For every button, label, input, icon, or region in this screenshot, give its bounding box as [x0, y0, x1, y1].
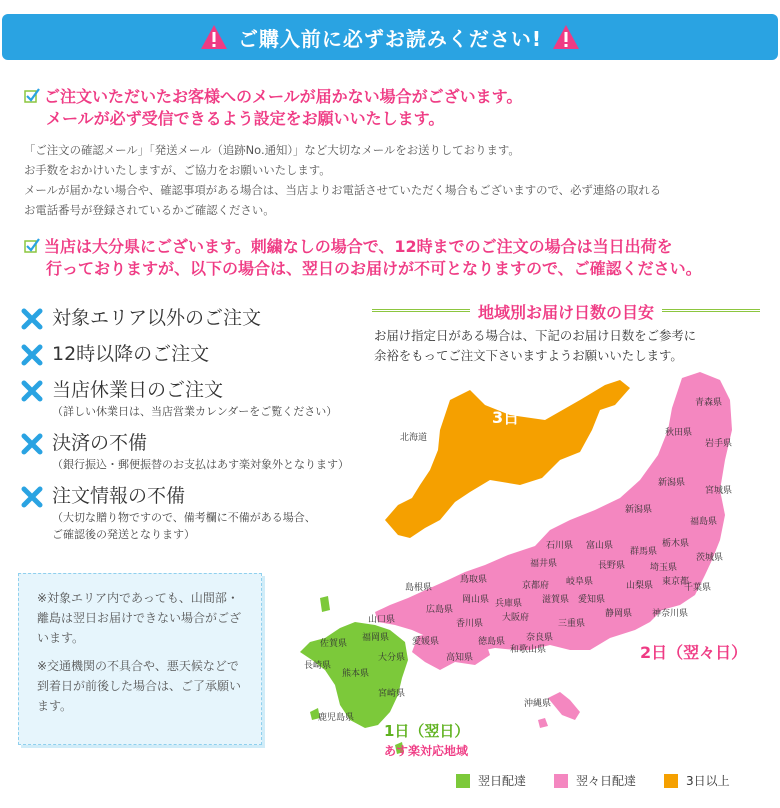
- pref-label: 新潟県: [658, 478, 686, 488]
- desc-line: 余裕をもってご注文下さいますようお願いいたします。: [374, 348, 683, 363]
- pref-label: 大阪府: [502, 613, 530, 623]
- pref-label: 茨城県: [696, 553, 724, 563]
- condition-note: ご確認後の発送となります）: [52, 528, 195, 541]
- pref-label: 宮城県: [705, 486, 733, 496]
- shipping-notice-section: [24, 236, 764, 280]
- pref-label: 北海道: [400, 433, 428, 443]
- pref-label: 島根県: [405, 583, 433, 593]
- pref-label: 東京都: [662, 577, 690, 587]
- okinawa-region: [538, 692, 580, 728]
- japan-delivery-map: [280, 360, 780, 780]
- pref-label: 沖縄県: [524, 699, 552, 709]
- pref-label: 秋田県: [665, 428, 693, 438]
- notice-banner: [2, 14, 778, 60]
- note-text: ※交通機関の不具合や、悪天候などで到着日が前後した場合は、ご了承願います。: [37, 659, 242, 713]
- email-notice-body: [24, 140, 764, 220]
- pref-label: 大分県: [378, 653, 406, 663]
- pref-label: 岐阜県: [566, 577, 594, 587]
- day3-label: 3日: [492, 408, 520, 427]
- email-notice-section: [24, 86, 764, 220]
- body-line: お電話番号が登録されているかご確認ください。: [24, 203, 275, 217]
- day1-label: 1日（翌日）: [384, 722, 470, 740]
- map-legend: [456, 772, 758, 789]
- legend-item: [554, 772, 636, 789]
- pref-label: 愛媛県: [412, 637, 440, 647]
- pref-label: 福岡県: [362, 633, 390, 643]
- pref-label: 福島県: [690, 517, 718, 527]
- banner-title: ご購入前に必ずお読みください!: [237, 26, 543, 51]
- condition-label: 12時以降のご注文: [52, 343, 210, 365]
- day1-sub-label: あす楽対応地域: [384, 744, 469, 758]
- body-line: メールが届かない場合や、確認事項がある場合は、当店よりお電話させていただく場合もございますので、必ず連絡の取れる: [24, 183, 662, 197]
- legend-label: 翌日配達: [478, 774, 527, 788]
- pref-label: 石川県: [546, 541, 574, 551]
- pref-label: 鳥取県: [460, 575, 488, 585]
- day2-label: 2日（翌々日）: [640, 643, 748, 662]
- pref-label: 滋賀県: [542, 595, 570, 605]
- heading-line: 当店は大分県にございます。刺繍なしの場合で、12時までのご注文の場合は当日出荷を: [44, 237, 673, 256]
- pref-label: 栃木県: [662, 539, 690, 549]
- legend-label: 3日以上: [686, 774, 730, 788]
- pref-label: 青森県: [695, 398, 723, 408]
- pref-label: 佐賀県: [320, 639, 348, 649]
- warning-icon: [200, 23, 228, 51]
- note-box: [18, 573, 262, 745]
- legend-swatch: [456, 774, 470, 788]
- pref-label: 鹿児島県: [318, 713, 355, 723]
- desc-line: お届け指定日がある場合は、下記のお届け日数をご参考に: [374, 328, 697, 343]
- pref-label: 群馬県: [630, 547, 658, 557]
- condition-label: 決済の不備: [52, 432, 148, 454]
- pref-label: 山口県: [368, 615, 396, 625]
- pref-label: 岩手県: [705, 439, 733, 449]
- legend-swatch: [554, 774, 568, 788]
- pref-label: 高知県: [446, 653, 474, 663]
- legend-swatch: [664, 774, 678, 788]
- legend-label: 翌々日配達: [576, 774, 637, 788]
- pref-label: 和歌山県: [510, 645, 547, 655]
- pref-label: 山梨県: [626, 581, 654, 591]
- email-notice-heading: [24, 86, 764, 130]
- checkbox-icon: [24, 88, 40, 104]
- pref-label: 三重県: [558, 619, 586, 629]
- pref-label: 奈良県: [526, 633, 554, 643]
- delivery-area-heading: [372, 300, 760, 323]
- pref-label: 新潟県: [625, 505, 653, 515]
- pref-label: 兵庫県: [495, 599, 523, 609]
- heading-line: メールが必ず受信できるよう設定をお願いいたします。: [46, 109, 445, 128]
- cross-icon: [20, 343, 44, 367]
- heading-line: ご注文いただいたお客様へのメールが届かない場合がございます。: [44, 87, 523, 106]
- condition-label: 当店休業日のご注文: [52, 379, 224, 401]
- cross-icon: [20, 485, 44, 509]
- pref-label: 熊本県: [342, 669, 370, 679]
- pref-label: 岡山県: [462, 595, 490, 605]
- condition-note: （大切な贈り物ですので、備考欄に不備がある場合、: [52, 511, 316, 524]
- warning-icon: [552, 23, 580, 51]
- pref-label: 愛知県: [578, 595, 606, 605]
- condition-note: （詳しい休業日は、当店営業カレンダーをご覧ください）: [52, 405, 338, 418]
- pref-label: 徳島県: [478, 637, 506, 647]
- checkbox-icon: [24, 238, 40, 254]
- condition-note: （銀行振込・郵便振替のお支払はあす楽対象外となります）: [52, 458, 349, 471]
- cross-icon: [20, 307, 44, 331]
- body-line: お手数をおかけいたしますが、ご協力をお願いいたします。: [24, 163, 331, 177]
- condition-label: 注文情報の不備: [52, 485, 186, 507]
- condition-label: 対象エリア以外のご注文: [52, 307, 262, 329]
- shipping-notice-heading: [24, 236, 764, 280]
- pref-label: 香川県: [456, 619, 484, 629]
- pref-label: 広島県: [426, 605, 454, 615]
- cross-icon: [20, 432, 44, 456]
- legend-item: [456, 772, 526, 789]
- pref-label: 福井県: [530, 559, 558, 569]
- legend-item: [664, 772, 730, 789]
- pref-label: 京都府: [522, 581, 550, 591]
- area-title: 地域別お届け日数の目安: [470, 303, 662, 322]
- pref-label: 富山県: [586, 541, 614, 551]
- heading-line: 行っておりますが、以下の場合は、翌日のお届けが不可となりますので、ご確認ください。: [46, 259, 702, 278]
- list-item: [20, 305, 380, 331]
- body-line: 「ご注文の確認メール」「発送メール（追跡No.通知）」など大切なメールをお送りしております。: [24, 143, 520, 157]
- pref-label: 埼玉県: [650, 563, 678, 573]
- pref-label: 千葉県: [684, 583, 712, 593]
- pref-label: 長野県: [598, 561, 626, 571]
- note-text: ※対象エリア内であっても、山間部・離島は翌日お届けできない場合がございます。: [37, 591, 242, 645]
- pref-label: 静岡県: [605, 609, 633, 619]
- pref-label: 神奈川県: [652, 609, 689, 619]
- cross-icon: [20, 379, 44, 403]
- pref-label: 宮崎県: [378, 689, 406, 699]
- pref-label: 長崎県: [304, 661, 332, 671]
